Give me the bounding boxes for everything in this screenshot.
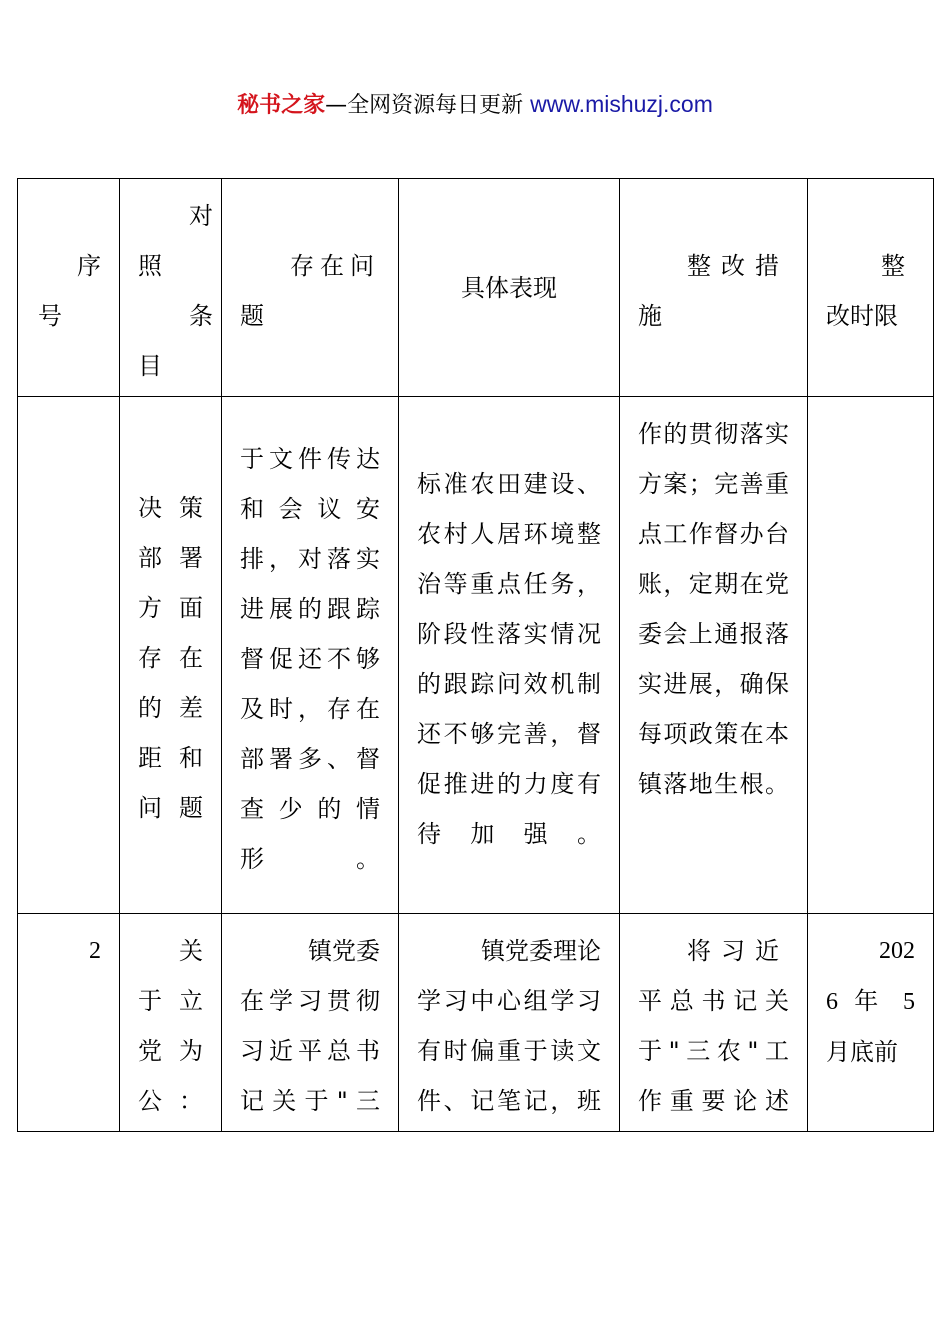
table-row (18, 397, 934, 914)
header-tagline: —全网资源每日更新 (325, 93, 524, 118)
table-header-row (18, 179, 934, 397)
row2-measure-block: 将习近 平总书记关 于"三农"工 作重要论述 (638, 937, 789, 1115)
row1-measure-text: 作的贯彻落实方案；完善重点工作督办台账，定期在党委会上通报落实进展，确保每项政策在本镇落地生根。 (638, 420, 789, 798)
row2-item-block: 关 于立 党为 公： (138, 937, 203, 1115)
page-header (0, 88, 950, 122)
header-cell-deadline: 整 改时限 (808, 179, 934, 397)
row2-measure (620, 914, 808, 1132)
row2-performance (399, 914, 620, 1132)
header-cell-performance (399, 179, 620, 397)
row2-problem-block: 镇党委 在学习贯彻 习近平总书 记关于"三 (240, 937, 380, 1115)
row1-item (120, 397, 222, 914)
header-cell-item: 对 照 条 目 (120, 179, 222, 397)
row1-performance (399, 397, 620, 914)
header-cell-problem: 存在问 题 (222, 179, 399, 397)
row2-deadline-block: 202 6 年 5 月底前 (826, 938, 915, 1066)
row1-index (18, 397, 120, 914)
row2-index-text: 2 (89, 938, 101, 964)
brand-name: 秘书之家 (237, 93, 326, 118)
row1-deadline (808, 397, 934, 914)
row1-problem (222, 397, 399, 914)
header-performance-text: 具体表现 (461, 273, 557, 302)
header-url[interactable]: www.mishuzj.com (530, 91, 713, 117)
row1-item-text: 决策部署方面存在的差距和问题 (138, 494, 203, 822)
row1-measure (620, 397, 808, 914)
header-cell-measure: 整改措 施 (620, 179, 808, 397)
table-row (18, 914, 934, 1132)
rectification-table (17, 178, 934, 1132)
row2-item (120, 914, 222, 1132)
row2-index (18, 914, 120, 1132)
row2-performance-block: 镇党委理论 学习中心组学习 有时偏重于读文 件、记笔记，班 (417, 937, 601, 1115)
row1-performance-text: 标准农田建设、农村人居环境整治等重点任务，阶段性落实情况的跟踪问效机制还不够完善，督促推进的力度有待加强。 (417, 470, 601, 848)
row1-problem-text: 于文件传达和会议安排，对落实进展的跟踪督促还不够及时，存在部署多、督查少的情形。 (240, 445, 380, 873)
header-cell-index (18, 179, 120, 397)
header-index-part1: 序 (77, 252, 101, 280)
row2-problem (222, 914, 399, 1132)
header-index-part2: 号 (38, 302, 62, 330)
row2-deadline (808, 914, 934, 1132)
